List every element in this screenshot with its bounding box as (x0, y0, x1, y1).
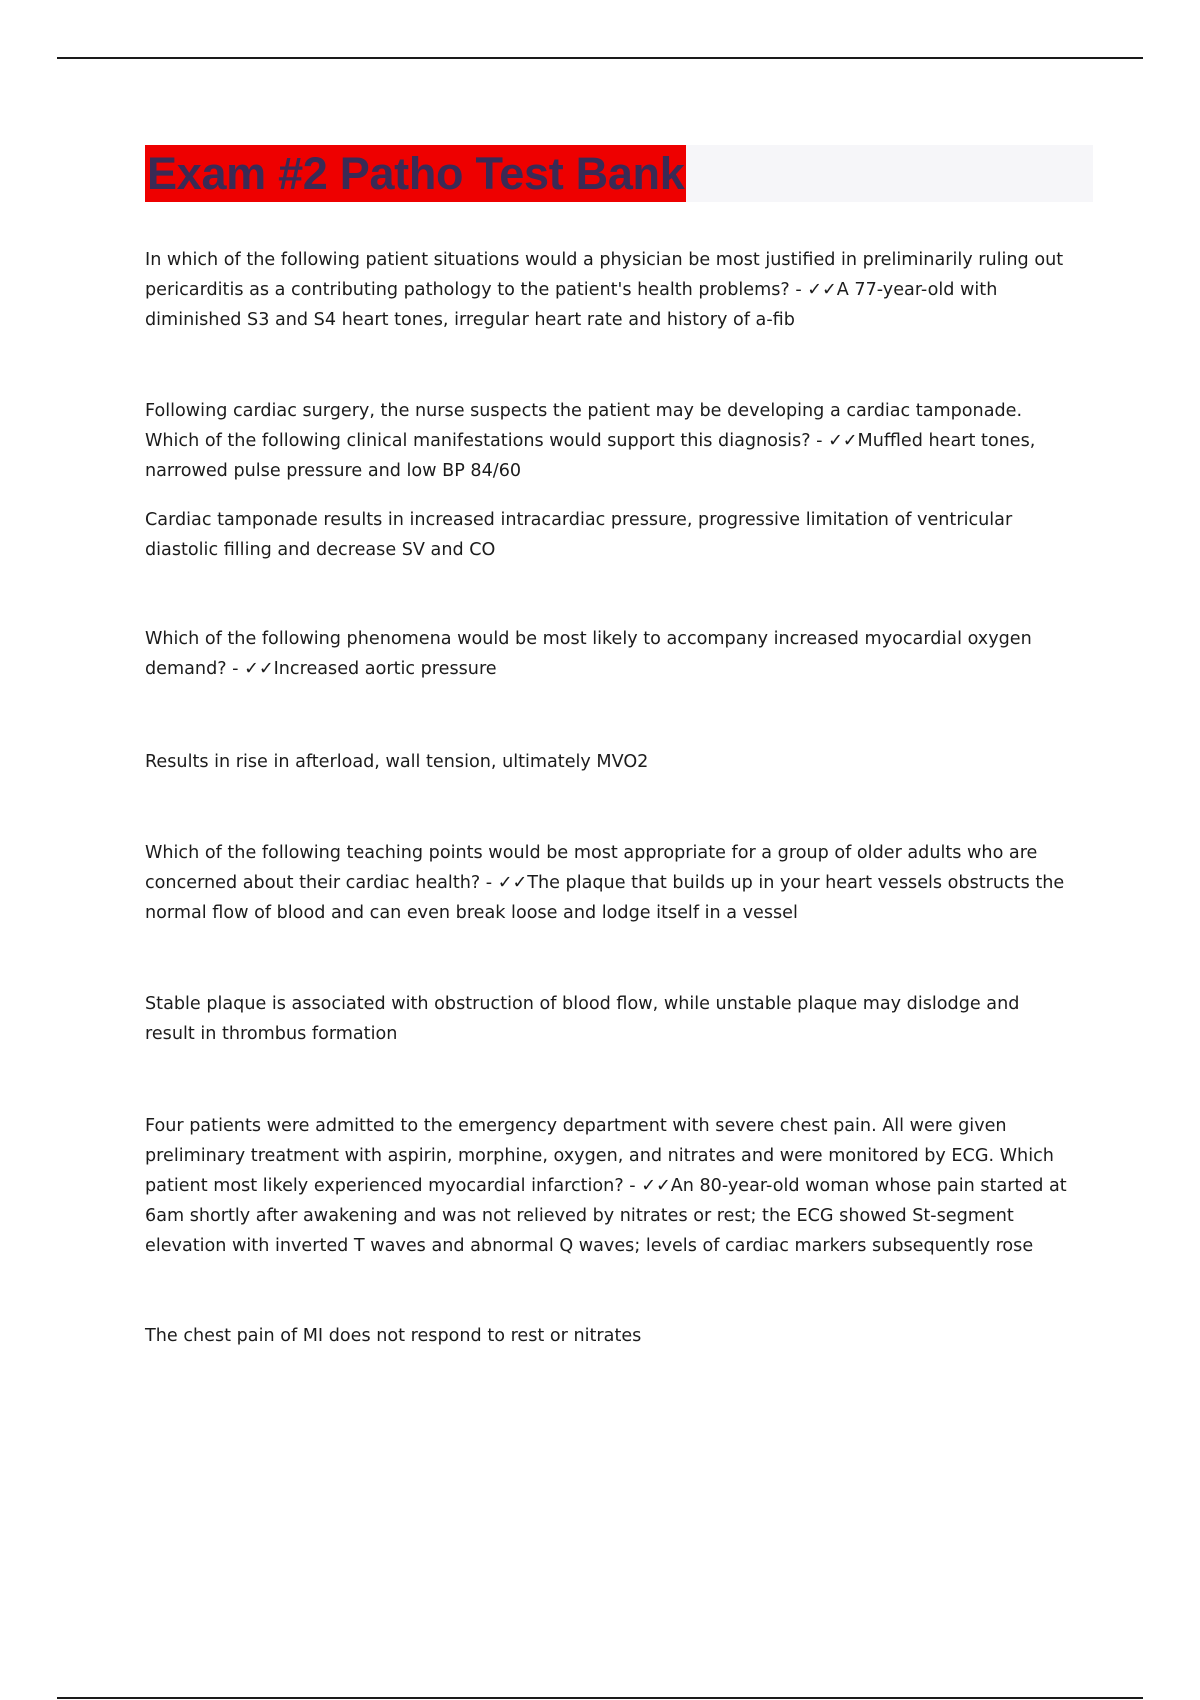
text-line: normal flow of blood and can even break loose and lodge itself in a vessel (145, 903, 798, 923)
text-line: diastolic filling and decrease SV and CO (145, 540, 496, 560)
text-line: demand? - ✓✓Increased aortic pressure (145, 659, 497, 679)
top-divider (57, 57, 1143, 59)
text-line: The chest pain of MI does not respond to rest or nitrates (145, 1326, 642, 1346)
text-line: Results in rise in afterload, wall tension, ultimately MVO2 (145, 752, 649, 772)
question-paragraph (145, 624, 1100, 684)
rationale-paragraph (145, 505, 1100, 565)
rationale-paragraph (145, 747, 1100, 777)
text-line: Which of the following teaching points would be most appropriate for a group of older adults who are (145, 843, 1038, 863)
text-line: Which of the following phenomena would be most likely to accompany increased myocardial oxygen (145, 629, 1032, 649)
text-line: Which of the following clinical manifestations would support this diagnosis? - ✓✓Muffled heart tones, (145, 431, 1036, 451)
question-paragraph (145, 838, 1100, 928)
title-highlight (145, 145, 686, 202)
text-line: diminished S3 and S4 heart tones, irregular heart rate and history of a-fib (145, 310, 795, 330)
bottom-divider (57, 1697, 1143, 1699)
rationale-paragraph (145, 1321, 1100, 1351)
text-line: Following cardiac surgery, the nurse suspects the patient may be developing a cardiac tamponade. (145, 401, 1023, 421)
text-line: pericarditis as a contributing pathology to the patient's health problems? - ✓✓A 77-year-old with (145, 280, 998, 300)
text-line: preliminary treatment with aspirin, morphine, oxygen, and nitrates and were monitored by ECG. Which (145, 1146, 1054, 1166)
text-line: 6am shortly after awakening and was not relieved by nitrates or rest; the ECG showed St-segment (145, 1206, 1014, 1226)
text-line: Four patients were admitted to the emergency department with severe chest pain. All were given (145, 1116, 1007, 1136)
question-paragraph (145, 396, 1100, 486)
question-paragraph (145, 245, 1100, 335)
text-line: In which of the following patient situations would a physician be most justified in preliminarily ruling out (145, 250, 1064, 270)
rationale-paragraph (145, 989, 1100, 1049)
text-line: elevation with inverted T waves and abnormal Q waves; levels of cardiac markers subsequently rose (145, 1236, 1034, 1256)
question-paragraph (145, 1111, 1100, 1261)
text-line: result in thrombus formation (145, 1024, 398, 1044)
text-line: narrowed pulse pressure and low BP 84/60 (145, 461, 522, 481)
text-line: Stable plaque is associated with obstruction of blood flow, while unstable plaque may dislodge and (145, 994, 1020, 1014)
page-title: Exam #2 Patho Test Bank (147, 148, 685, 199)
text-line: patient most likely experienced myocardial infarction? - ✓✓An 80-year-old woman whose pain started at (145, 1176, 1067, 1196)
text-line: concerned about their cardiac health? - ✓✓The plaque that builds up in your heart vessels obstructs the (145, 873, 1065, 893)
text-line: Cardiac tamponade results in increased intracardiac pressure, progressive limitation of ventricular (145, 510, 1013, 530)
